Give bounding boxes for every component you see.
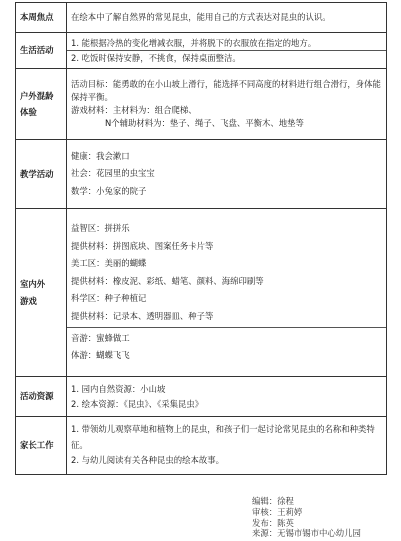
indoor-game-1: 音游：蜜蜂做工 (71, 332, 130, 343)
outdoor-label-line-2: 体验 (20, 107, 37, 117)
credits-footer (252, 496, 361, 539)
indoor-content (67, 209, 387, 377)
family-label: 家长工作 (16, 417, 67, 475)
teaching-label: 教学活动 (16, 140, 67, 209)
row-resources (16, 377, 387, 417)
row-indoor (16, 209, 387, 377)
indoor-areas (67, 219, 386, 328)
life-content (67, 33, 387, 69)
outdoor-label (16, 69, 67, 140)
indoor-item-3: 美工区：美丽的蝴蝶 (71, 258, 147, 269)
indoor-item-2: 提供材料：拼图底块、图案任务卡片等 (71, 240, 214, 251)
resources-content (67, 377, 387, 417)
focus-text-line: 在绘本中了解自然界的常见昆虫，能用自己的方式表达对昆虫的认识。 (71, 12, 331, 23)
publisher-credit: 发布：陈英 (252, 517, 294, 528)
teaching-item-1: 健康：我会漱口 (71, 151, 130, 162)
indoor-label (16, 209, 67, 377)
outdoor-label-line-1: 户外混龄 (20, 90, 54, 101)
editor-credit: 编辑：徐程 (252, 496, 294, 506)
indoor-item-4: 提供材料：橡皮泥、彩纸、蜡笔、颜料、海绵印刷等 (71, 275, 264, 286)
family-item-1: 1. 带领幼儿观察草地和植物上的昆虫，和孩子们一起讨论常见昆虫的名称和种类特征。 (71, 423, 375, 450)
weekly-plan-table (15, 2, 387, 475)
focus-text (67, 3, 387, 33)
outdoor-main-material: 游戏材料：主材料为：组合爬梯、 (71, 105, 197, 115)
indoor-item-6: 提供材料：记录本、透明器皿、种子等 (71, 311, 214, 322)
source-credit: 来源：无锡市锡市中心幼儿园 (252, 528, 361, 539)
row-teaching (16, 140, 387, 209)
reviewer-credit: 审核：王莉婷 (252, 506, 303, 517)
row-outdoor (16, 69, 387, 140)
outdoor-goal: 活动目标：能勇敢的在小山坡上滑行，能选择不同高度的材料进行组合滑行，身体能保持平衡。 (71, 78, 381, 102)
resources-label: 活动资源 (16, 377, 67, 417)
indoor-label-line-2: 游戏 (20, 295, 37, 306)
indoor-games (67, 328, 386, 366)
resources-item-2: 2. 绘本资源：《昆虫》、《采集昆虫》 (71, 398, 204, 409)
row-life (16, 33, 387, 69)
resources-item-1: 1. 园内自然资源：小山坡 (71, 383, 166, 394)
outdoor-content (67, 69, 387, 140)
life-item-2: 2. 吃饭时保持安静，不挑食，保持桌面整洁。 (71, 53, 241, 63)
outdoor-aux-material: N个辅助材料为：垫子、绳子、飞盘、平衡木、地垫等 (105, 118, 304, 129)
family-item-2: 2. 与幼儿阅读有关各种昆虫的绘本故事。 (71, 455, 225, 466)
life-item-1: 1. 能根据冷热的变化增减衣服，并将脱下的衣服放在指定的地方。 (67, 36, 386, 52)
indoor-item-5: 科学区：种子种植记 (71, 293, 147, 304)
indoor-item-1: 益智区：拼拼乐 (71, 222, 130, 233)
indoor-game-2: 体游：蝴蝶飞飞 (71, 349, 130, 360)
weekly-plan-sheet (15, 2, 386, 475)
row-focus (16, 3, 387, 33)
family-content (67, 417, 387, 475)
life-label: 生活活动 (16, 33, 67, 69)
teaching-content (67, 140, 387, 209)
indoor-label-line-1: 室内外 (20, 279, 46, 289)
teaching-item-3: 数学：小兔家的院子 (71, 185, 147, 196)
focus-label: 本周焦点 (16, 3, 67, 33)
teaching-item-2: 社会：花园里的虫宝宝 (71, 168, 155, 179)
row-family (16, 417, 387, 475)
